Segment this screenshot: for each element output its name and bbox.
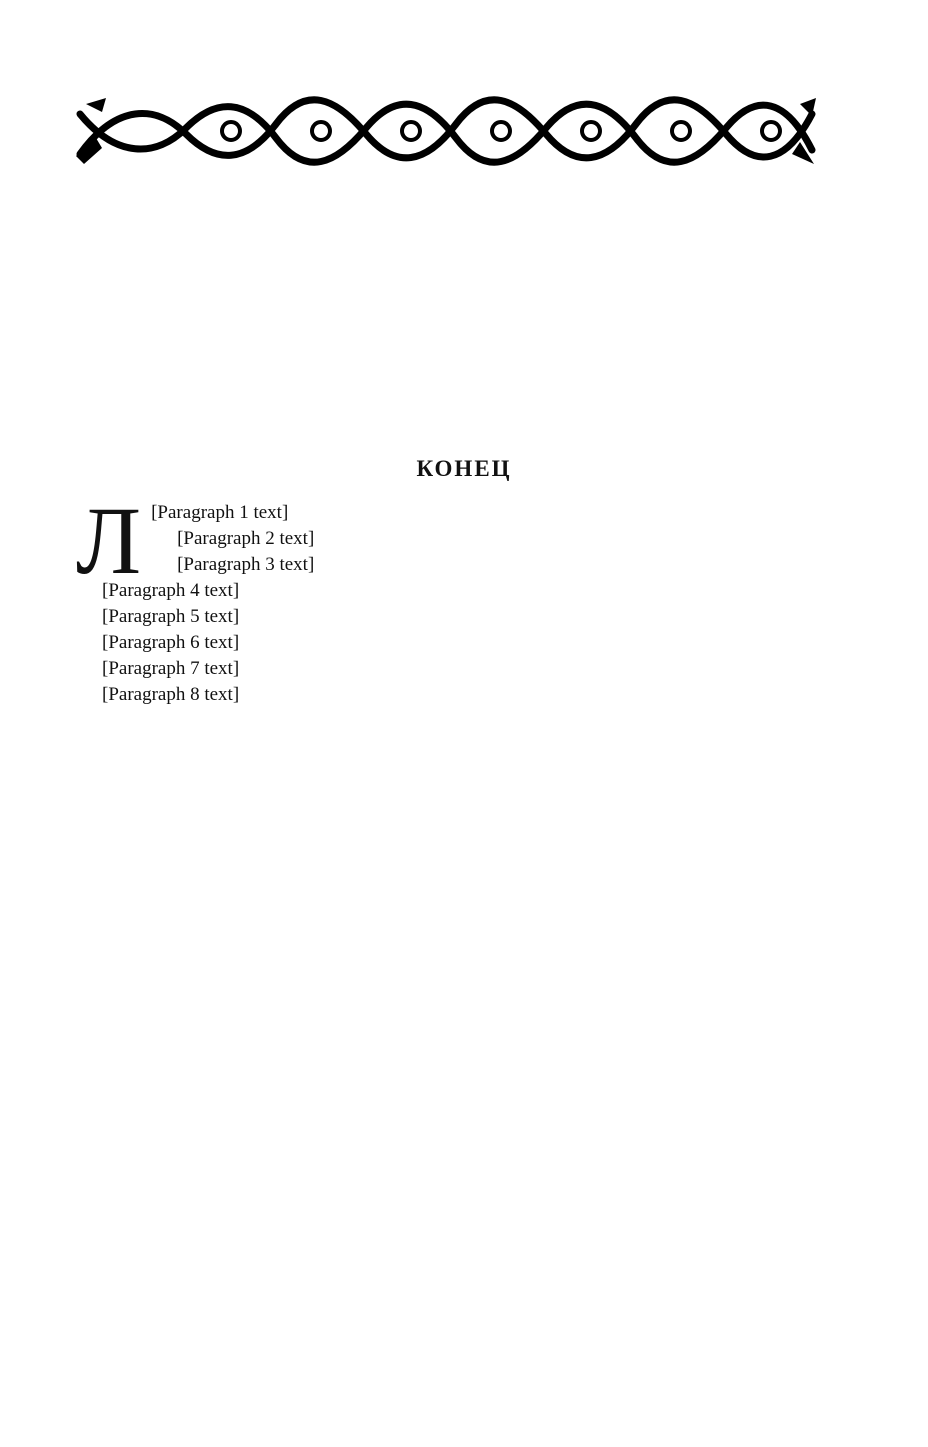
chapter-title: КОНЕЦ [416, 456, 512, 481]
paragraph-text: [Paragraph 1 text] [151, 502, 289, 523]
paragraph: [Paragraph 8 text] [102, 684, 240, 705]
paragraph: [Paragraph 4 text] [102, 580, 240, 601]
paragraph: [Paragraph 2 text] [177, 528, 315, 549]
paragraph: [Paragraph 5 text] [102, 606, 240, 627]
paragraph: [Paragraph 7 text] [102, 658, 240, 679]
celtic-knot-ornament [76, 94, 816, 168]
chapter-body [76, 487, 816, 708]
paragraph: [Paragraph 3 text] [177, 554, 315, 575]
paragraph: [Paragraph 6 text] [102, 632, 240, 653]
drop-cap: Л [76, 487, 142, 594]
